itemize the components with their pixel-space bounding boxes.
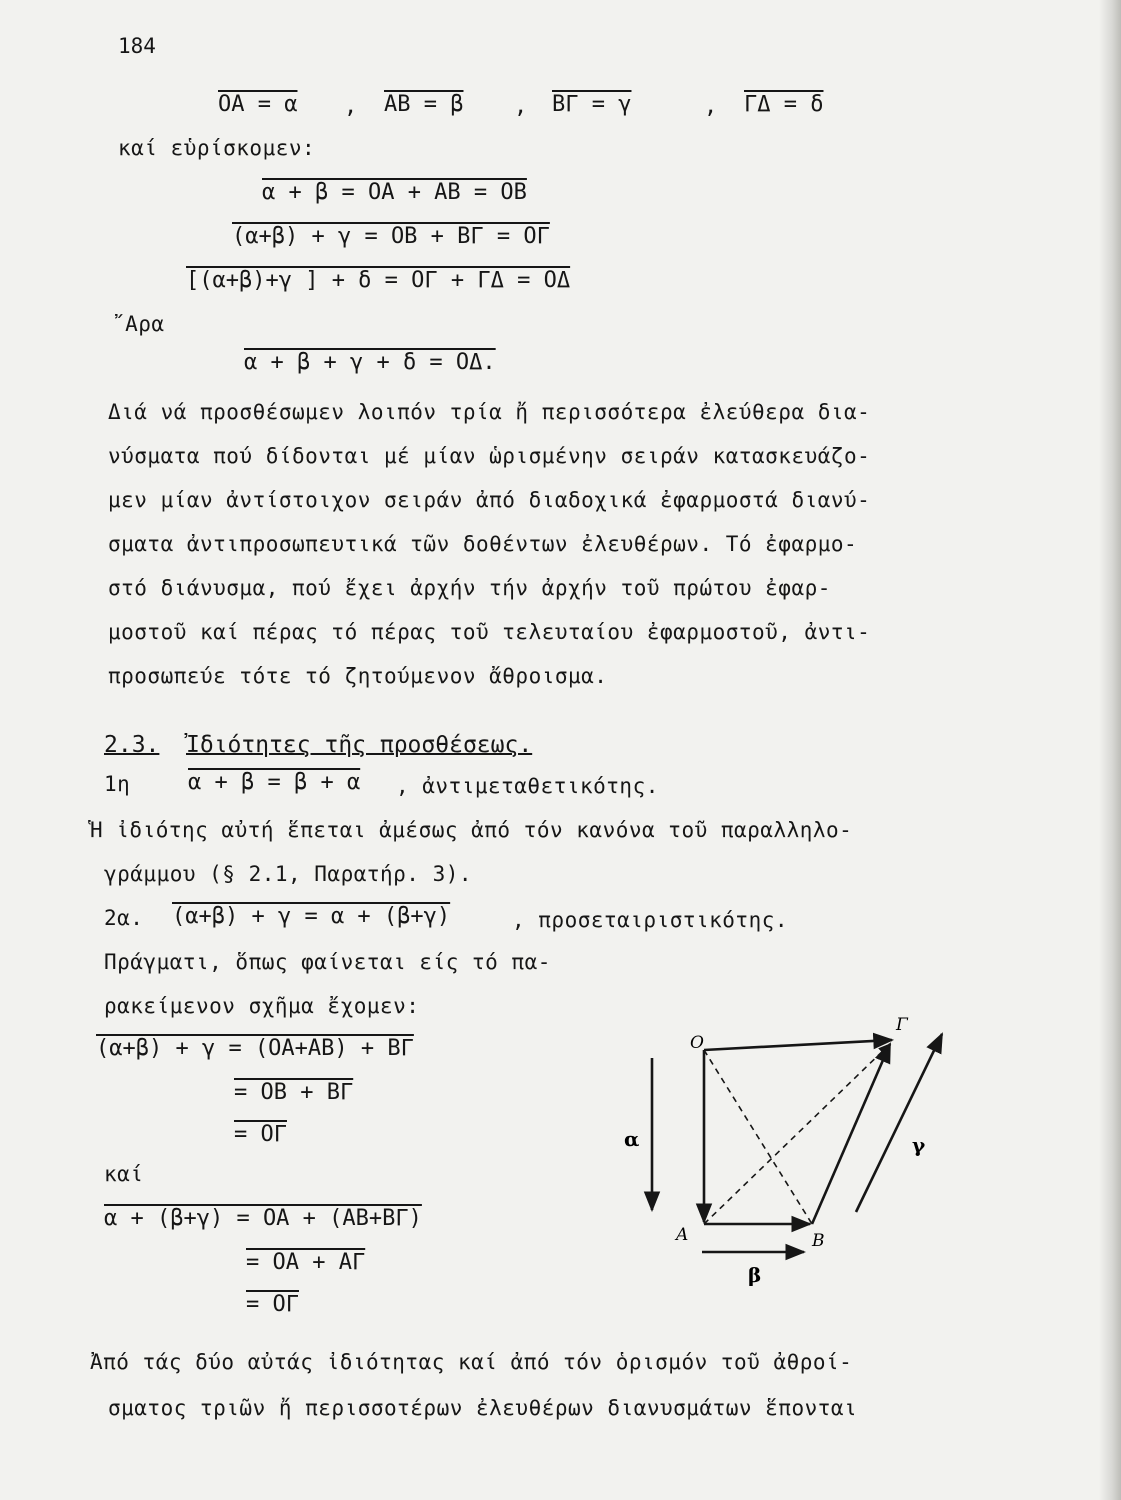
- paragraph-line: στό διάνυσμα, πού ἔχει ἀρχήν τήν ἀρχήν τοῦ πρώτου ἐφαρ-: [108, 576, 831, 600]
- definition-oa: OA = α: [218, 92, 298, 117]
- definition-gammadelta: ΓΔ = δ: [744, 92, 824, 117]
- page-edge-shadow: [1099, 0, 1121, 1500]
- vector-figure: [600, 1010, 980, 1300]
- derivation-2-line: α + (β+γ) = OA + (AB+BΓ): [104, 1206, 422, 1231]
- definition-separator: ,: [344, 94, 358, 119]
- paragraph-line: μοστοῦ καί πέρας τό πέρας τοῦ τελευταίου ἐφαρμοστοῦ, ἀντι-: [108, 620, 871, 644]
- equation-1: α + β = OA + AB = OB: [262, 180, 527, 205]
- definition-separator: ,: [514, 94, 528, 119]
- vector-label-beta: β: [748, 1263, 762, 1287]
- point-label-gamma: Γ: [896, 1015, 908, 1035]
- sum-equation: α + β + γ + δ = OΔ.: [244, 350, 496, 375]
- property-2-name: , προσεταιριστικότης.: [512, 908, 789, 932]
- property-1-label: 1η: [104, 772, 131, 796]
- vector-label-gamma: γ: [912, 1133, 926, 1157]
- derivation-2-line: = OA + AΓ: [246, 1250, 366, 1275]
- paragraph-line: σματα ἀντιπροσωπευτικά τῶν δοθέντων ἐλευθέρων. Τό ἐφαρμο-: [108, 532, 858, 556]
- closing-line: Ἀπό τάς δύο αὐτάς ἰδιότητας καί ἀπό τόν ὁρισμόν τοῦ ἀθροί-: [90, 1350, 853, 1374]
- derivation-1-line: (α+β) + γ = (OA+AB) + BΓ: [96, 1036, 414, 1061]
- section-number: 2.3.: [104, 732, 160, 758]
- property-1-formula: α + β = β + α: [188, 770, 361, 795]
- property-1-text: γράμμου (§ 2.1, Παρατήρ. 3).: [104, 862, 473, 886]
- definition-separator: ,: [704, 94, 718, 119]
- property-1-text: Ἡ ἰδιότης αὐτή ἕπεται ἀμέσως ἀπό τόν κανόνα τοῦ παραλληλο-: [90, 818, 853, 842]
- page-number: 184: [118, 34, 156, 58]
- point-label-o: O: [690, 1033, 704, 1053]
- definition-ab: AB = β: [384, 92, 464, 117]
- paragraph-line: νύσματα πού δίδονται μέ μίαν ὡρισμένην σειράν κατασκευάζο-: [108, 444, 871, 468]
- equation-2: (α+β) + γ = OB + BΓ = OΓ: [232, 224, 550, 249]
- property-1-name: , ἀντιμεταθετικότης.: [396, 774, 659, 798]
- intro-text: καί εὑρίσκομεν:: [118, 136, 316, 160]
- vector-bg: [812, 1044, 890, 1224]
- point-label-a: A: [676, 1225, 689, 1245]
- property-2-text: Πράγματι, ὅπως φαίνεται είς τό πα-: [104, 950, 551, 974]
- derivation-1-line: = OΓ: [234, 1122, 287, 1147]
- paragraph-line: προσωπεύε τότε τό ζητούμενον ἄθροισμα.: [108, 664, 608, 688]
- equation-3: [(α+β)+γ ] + δ = OΓ + ΓΔ = OΔ: [186, 268, 571, 293]
- property-2-formula: (α+β) + γ = α + (β+γ): [172, 904, 451, 929]
- derivation-1-line: = OB + BΓ: [234, 1080, 354, 1105]
- property-2-label: 2α.: [104, 906, 144, 930]
- ara-word: ῎Αρα: [112, 312, 165, 336]
- point-label-b: B: [812, 1231, 825, 1251]
- definition-bgamma: BΓ = γ: [552, 92, 632, 117]
- free-vector-gamma: [856, 1034, 942, 1212]
- derivation-2-line: = OΓ: [246, 1292, 299, 1317]
- paragraph-line: μεν μίαν ἀντίστοιχον σειράν ἀπό διαδοχικά ἐφαρμοστά διανύ-: [108, 488, 871, 512]
- section-title: Ἰδιότητες τῆς προσθέσεως.: [186, 732, 533, 758]
- diagonal-ob: [704, 1050, 812, 1224]
- vector-og: [704, 1040, 892, 1050]
- kai-word: καί: [104, 1162, 144, 1186]
- closing-line: σματος τριῶν ἤ περισσοτέρων ἐλευθέρων διανυσμάτων ἕπονται: [108, 1396, 858, 1420]
- vector-label-alpha: α: [624, 1127, 640, 1151]
- paragraph-line: Διά νά προσθέσωμεν λοιπόν τρία ἤ περισσότερα ἐλεύθερα δια-: [108, 400, 871, 424]
- property-2-text: ρακείμενον σχῆμα ἔχομεν:: [104, 994, 420, 1018]
